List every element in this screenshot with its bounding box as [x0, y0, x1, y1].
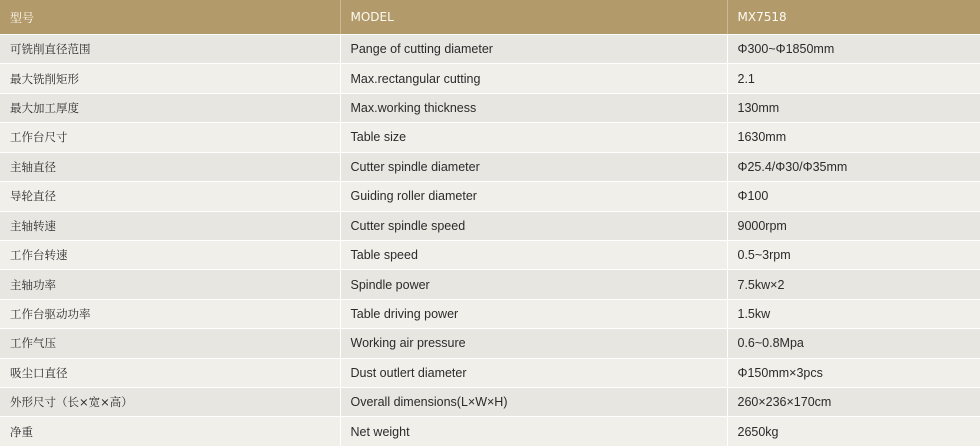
row-label-en: Table size	[340, 123, 727, 152]
row-value: Φ25.4/Φ30/Φ35mm	[727, 152, 980, 181]
row-label-en: Cutter spindle diameter	[340, 152, 727, 181]
row-label-cn: 主轴转速	[0, 211, 340, 240]
row-label-en: Cutter spindle speed	[340, 211, 727, 240]
row-label-en: Max.working thickness	[340, 93, 727, 122]
row-label-cn: 净重	[0, 417, 340, 447]
row-value: Φ150mm×3pcs	[727, 358, 980, 387]
row-value: Φ300~Φ1850mm	[727, 35, 980, 64]
row-label-en: Dust outlert diameter	[340, 358, 727, 387]
row-label-cn: 导轮直径	[0, 182, 340, 211]
row-value: 2650kg	[727, 417, 980, 447]
table-row	[0, 299, 980, 328]
row-label-en: Table speed	[340, 240, 727, 269]
row-label-cn: 外形尺寸（长×宽×高）	[0, 388, 340, 417]
header-cn: 型号	[0, 0, 340, 35]
row-label-en: Pange of cutting diameter	[340, 35, 727, 64]
row-label-en: Guiding roller diameter	[340, 182, 727, 211]
row-value: 130mm	[727, 93, 980, 122]
table-row	[0, 152, 980, 181]
row-label-cn: 工作气压	[0, 329, 340, 358]
table-row	[0, 211, 980, 240]
row-value: 2.1	[727, 64, 980, 93]
row-label-en: Net weight	[340, 417, 727, 447]
row-value: Φ100	[727, 182, 980, 211]
row-value: 9000rpm	[727, 211, 980, 240]
row-label-cn: 工作台转速	[0, 240, 340, 269]
row-label-cn: 最大加工厚度	[0, 93, 340, 122]
table-row	[0, 123, 980, 152]
table-row	[0, 329, 980, 358]
row-label-en: Max.rectangular cutting	[340, 64, 727, 93]
table-row	[0, 270, 980, 299]
row-label-cn: 主轴直径	[0, 152, 340, 181]
row-value: 7.5kw×2	[727, 270, 980, 299]
row-value: 0.5~3rpm	[727, 240, 980, 269]
spec-body	[0, 35, 980, 447]
table-row	[0, 93, 980, 122]
table-row	[0, 35, 980, 64]
row-value: 0.6~0.8Mpa	[727, 329, 980, 358]
table-row	[0, 182, 980, 211]
row-label-en: Working air pressure	[340, 329, 727, 358]
row-label-cn: 工作台驱动功率	[0, 299, 340, 328]
row-value: 1630mm	[727, 123, 980, 152]
row-value: 1.5kw	[727, 299, 980, 328]
table-row	[0, 240, 980, 269]
header-row	[0, 0, 980, 35]
table-row	[0, 358, 980, 387]
row-value: 260×236×170cm	[727, 388, 980, 417]
row-label-en: Spindle power	[340, 270, 727, 299]
table-row	[0, 388, 980, 417]
header-model-value: MX7518	[727, 0, 980, 35]
row-label-cn: 主轴功率	[0, 270, 340, 299]
row-label-cn: 最大铣削矩形	[0, 64, 340, 93]
row-label-en: Overall dimensions(L×W×H)	[340, 388, 727, 417]
row-label-cn: 工作台尺寸	[0, 123, 340, 152]
row-label-cn: 吸尘口直径	[0, 358, 340, 387]
row-label-en: Table driving power	[340, 299, 727, 328]
header-en: MODEL	[340, 0, 727, 35]
row-label-cn: 可铣削直径范围	[0, 35, 340, 64]
table-row	[0, 417, 980, 447]
table-row	[0, 64, 980, 93]
